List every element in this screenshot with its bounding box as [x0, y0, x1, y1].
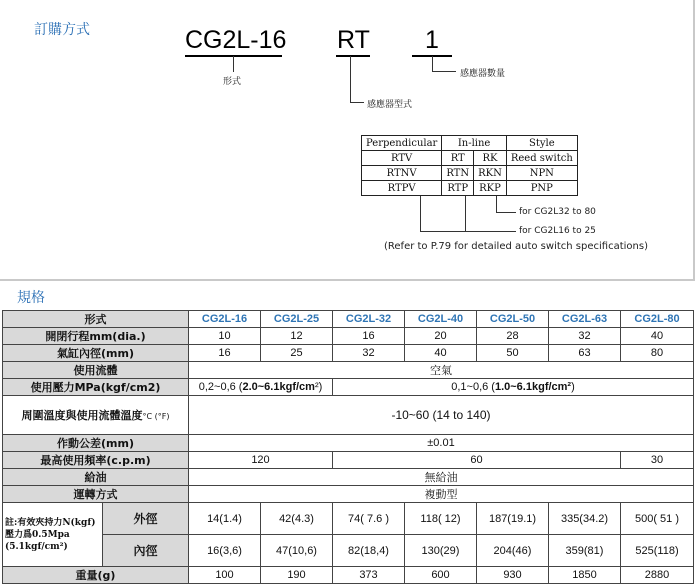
pressure-small-kgf: 2.0~6.1kgf/cm — [242, 381, 315, 393]
tolerance-label: 作動公差(mm) — [3, 435, 189, 452]
temperature-label — [3, 396, 189, 435]
refer-note: (Refer to P.79 for detailed auto switch specifications) — [384, 241, 648, 252]
leader-32-80-vertical — [496, 196, 497, 212]
model-cell: CG2L-25 — [261, 311, 333, 328]
table-row — [3, 396, 694, 435]
table-row — [3, 345, 694, 362]
leader-form — [233, 56, 234, 72]
ordering-heading: 訂購方式 — [34, 22, 90, 38]
model-cell: CG2L-16 — [189, 311, 261, 328]
table-row — [362, 166, 578, 181]
note-32-80: for CG2L32 to 80 — [519, 207, 596, 217]
pressure-label: 使用壓力MPa(kgf/cm2) — [3, 379, 189, 396]
cell: 20 — [405, 328, 477, 345]
cell: 16 — [333, 328, 405, 345]
cell: Reed switch — [506, 151, 577, 166]
action-label: 運轉方式 — [3, 486, 189, 503]
pressure-value-small — [189, 379, 333, 396]
note-16-25: for CG2L16 to 25 — [519, 226, 596, 236]
code-sensor-underline — [336, 55, 370, 57]
label-form: 形式 — [223, 77, 242, 87]
pressure-large-kgf: 1.0~6.1kgf/cm² — [494, 381, 572, 393]
cell: 525(118) — [621, 535, 694, 567]
panel-border-right — [693, 0, 695, 280]
cell: 82(18,4) — [333, 535, 405, 567]
table-row — [3, 328, 694, 345]
fluid-value: 空氣 — [189, 362, 694, 379]
leader-16-25-left — [420, 196, 421, 232]
cell: 12 — [261, 328, 333, 345]
code-base: CG2L-16 — [185, 26, 287, 54]
fluid-label: 使用流體 — [3, 362, 189, 379]
cell: 32 — [333, 345, 405, 362]
cell: 1850 — [549, 567, 621, 584]
panel-border-bottom — [0, 279, 695, 281]
force-label-line: 註:有效夾持力N(kgf) — [5, 517, 96, 528]
cell: 14(1.4) — [189, 503, 261, 535]
cell: RTN — [442, 166, 474, 181]
table-row — [3, 503, 694, 535]
switch-table-header — [362, 136, 578, 151]
force-label — [3, 503, 103, 567]
leader-qty-vertical — [432, 56, 433, 71]
leader-16-25-right — [465, 196, 466, 232]
pressure-small-range: 0,2~0,6 ( — [198, 381, 243, 393]
lube-value: 無給油 — [189, 469, 694, 486]
model-cell: CG2L-32 — [333, 311, 405, 328]
cell: RKN — [474, 166, 507, 181]
cell: RTPV — [362, 181, 442, 196]
cell: 359(81) — [549, 535, 621, 567]
table-row — [3, 535, 694, 567]
model-cell: CG2L-80 — [621, 311, 694, 328]
cell: 16(3,6) — [189, 535, 261, 567]
table-row — [3, 435, 694, 452]
table-row — [3, 452, 694, 469]
action-value: 複動型 — [189, 486, 694, 503]
cell: 80 — [621, 345, 694, 362]
code-qty: 1 — [425, 26, 439, 54]
switch-table — [361, 135, 578, 196]
col-inline: In-line — [442, 136, 507, 151]
leader-type-vertical — [350, 56, 351, 102]
frequency-label: 最高使用頻率(c.p.m) — [3, 452, 189, 469]
weight-label: 重量(g) — [3, 567, 189, 584]
specs-heading: 規格 — [17, 290, 45, 306]
pressure-value-large — [333, 379, 694, 396]
bore-label: 氣缸內徑(mm) — [3, 345, 189, 362]
cell: 74( 7.6 ) — [333, 503, 405, 535]
cell: 47(10,6) — [261, 535, 333, 567]
table-row — [3, 567, 694, 584]
lube-label: 給油 — [3, 469, 189, 486]
table-row — [3, 311, 694, 328]
pressure-small-tail: ²) — [314, 381, 323, 393]
ordering-panel — [0, 0, 696, 283]
cell: RKP — [474, 181, 507, 196]
cell: 50 — [477, 345, 549, 362]
cell: 40 — [621, 328, 694, 345]
cell: RK — [474, 151, 507, 166]
cell: 118( 12) — [405, 503, 477, 535]
table-row — [3, 379, 694, 396]
leader-16-25-horizontal — [420, 231, 516, 232]
cell: 28 — [477, 328, 549, 345]
stroke-label: 開閉行程mm(dia.) — [3, 328, 189, 345]
cell: 63 — [549, 345, 621, 362]
table-row — [3, 469, 694, 486]
cell: 42(4.3) — [261, 503, 333, 535]
label-sensor-type: 感應器型式 — [367, 100, 413, 110]
table-row — [362, 181, 578, 196]
cell: 187(19.1) — [477, 503, 549, 535]
cell: RTNV — [362, 166, 442, 181]
cell: 16 — [189, 345, 261, 362]
cell: 190 — [261, 567, 333, 584]
force-label-line: 壓力爲0.5Mpa — [5, 529, 70, 540]
cell: RTP — [442, 181, 474, 196]
temperature-label-text: 周圍溫度與使用流體溫度 — [21, 409, 143, 422]
label-sensor-qty: 感應器數量 — [460, 69, 506, 79]
cell: 2880 — [621, 567, 694, 584]
cell: 373 — [333, 567, 405, 584]
table-row — [362, 151, 578, 166]
model-cell: CG2L-50 — [477, 311, 549, 328]
pressure-large-tail: ) — [571, 381, 575, 393]
cell: 10 — [189, 328, 261, 345]
cell: 335(34.2) — [549, 503, 621, 535]
cell: 930 — [477, 567, 549, 584]
cell: RT — [442, 151, 474, 166]
cell: 600 — [405, 567, 477, 584]
force-label-line: (5.1kgf/cm²) — [5, 541, 68, 552]
frequency-value-large: 30 — [621, 452, 694, 469]
leader-qty-horizontal — [432, 71, 456, 72]
force-outer-label: 外徑 — [103, 503, 189, 535]
cell: 500( 51 ) — [621, 503, 694, 535]
model-cell: CG2L-63 — [549, 311, 621, 328]
frequency-value-mid: 60 — [333, 452, 621, 469]
leader-32-80-horizontal — [496, 212, 516, 213]
temperature-unit: °C (°F) — [142, 412, 170, 421]
code-sensor: RT — [337, 26, 370, 54]
col-perpendicular: Perpendicular — [362, 136, 442, 151]
model-cell: CG2L-40 — [405, 311, 477, 328]
pressure-large-range: 0,1~0,6 ( — [451, 381, 495, 393]
cell: NPN — [506, 166, 577, 181]
temperature-value: -10~60 (14 to 140) — [189, 396, 694, 435]
cell: 100 — [189, 567, 261, 584]
cell: RTV — [362, 151, 442, 166]
cell: 204(46) — [477, 535, 549, 567]
cell: 130(29) — [405, 535, 477, 567]
force-inner-label: 內徑 — [103, 535, 189, 567]
leader-type-horizontal — [350, 102, 364, 103]
table-row — [3, 486, 694, 503]
spec-table — [2, 310, 694, 584]
cell: 32 — [549, 328, 621, 345]
frequency-value-small: 120 — [189, 452, 333, 469]
table-row — [3, 362, 694, 379]
model-header: 形式 — [3, 311, 189, 328]
cell: 25 — [261, 345, 333, 362]
cell: PNP — [506, 181, 577, 196]
tolerance-value: ±0.01 — [189, 435, 694, 452]
col-style: Style — [506, 136, 577, 151]
cell: 40 — [405, 345, 477, 362]
